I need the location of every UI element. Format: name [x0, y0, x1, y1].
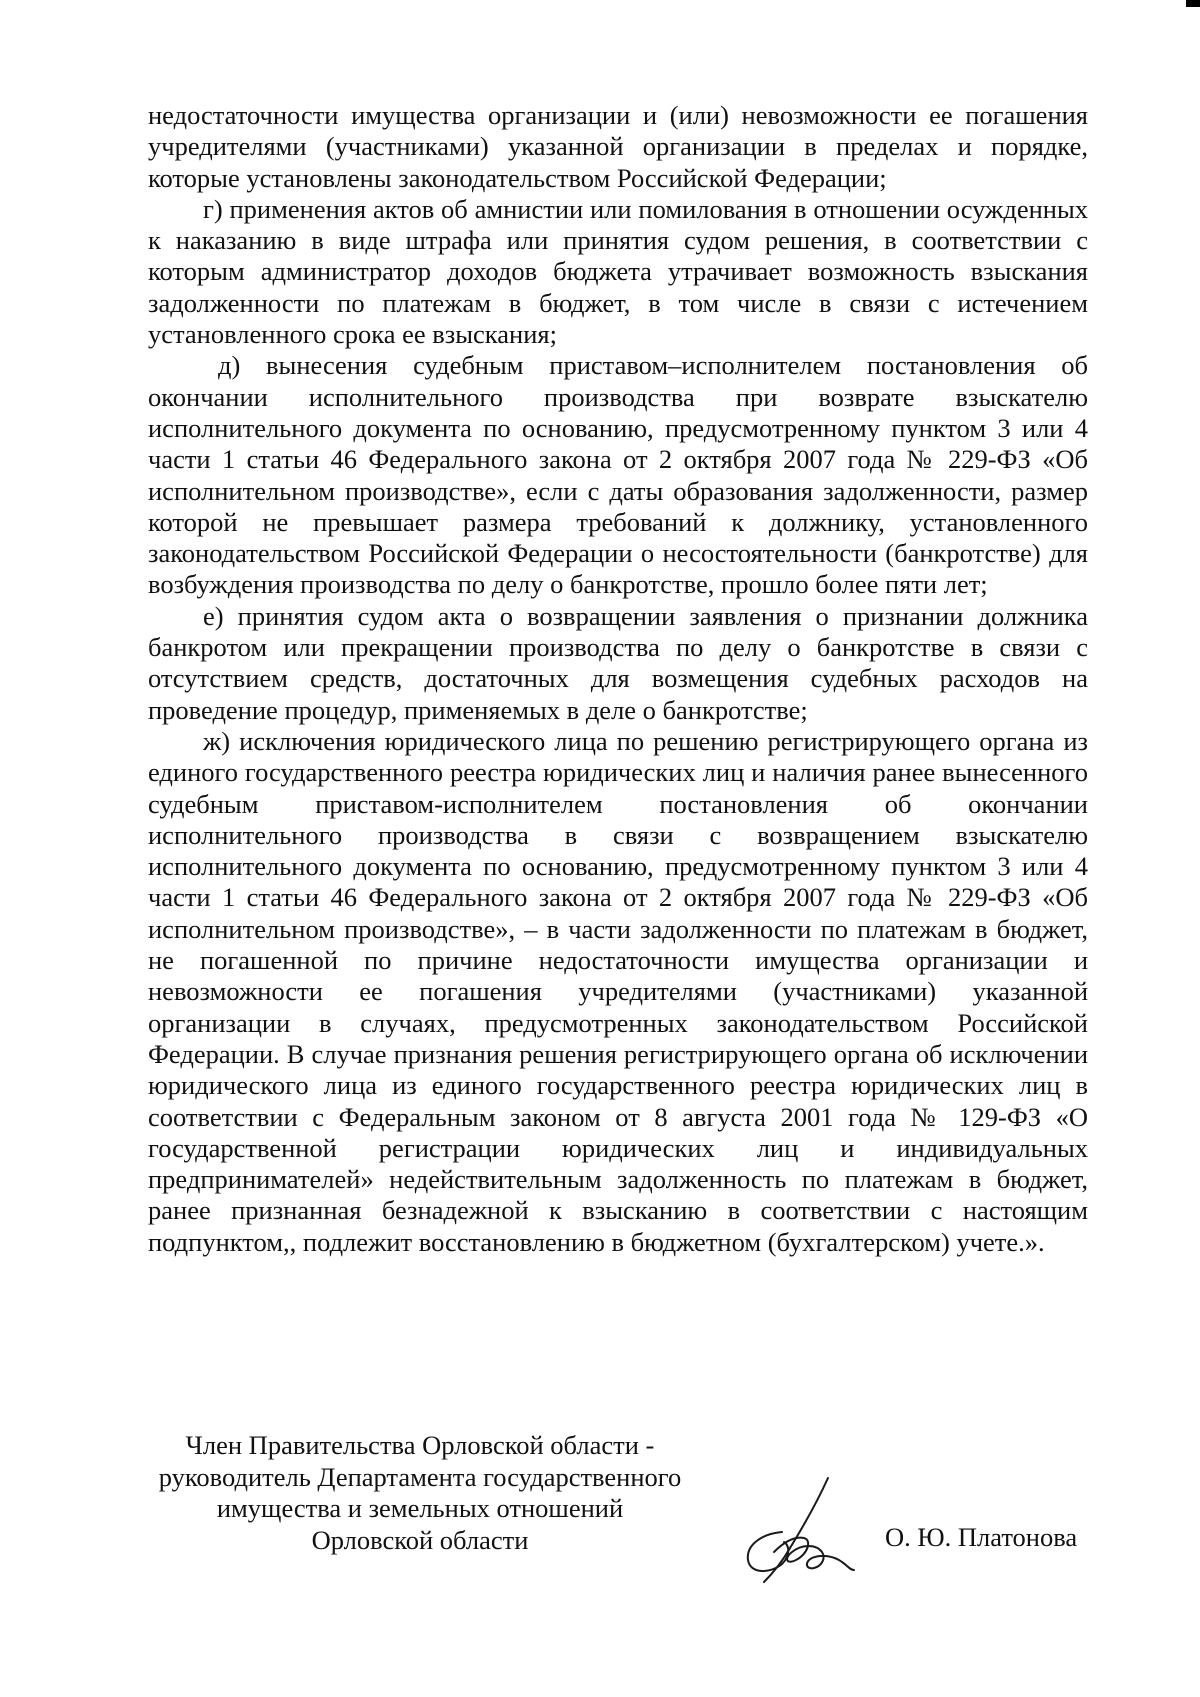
signer-position [140, 1430, 700, 1556]
signer-position-line: Орловской области [311, 1524, 529, 1555]
handwritten-signature-icon [730, 1470, 860, 1590]
paragraph-item-e: е) принятия судом акта о возвращении заявления о признании должника банкротом или прекращении производства по делу о банкротстве в связи с отсутствием средств, достаточных для возмещения судебных расходов на проведение процедур, применяемых в деле о банкротстве; [148, 600, 1088, 725]
signer-position-line: руководитель Департамента государственного [158, 1461, 682, 1492]
paragraph-continuation: недостаточности имущества организации и (или) невозможности ее погашения учредителями (участниками) указанной организации в пределах и порядке, которые установлены законодательством Российской Федерации; [148, 100, 1088, 193]
scan-corner-mark [1186, 0, 1200, 7]
signer-position-line: имущества и земельных отношений [216, 1493, 624, 1523]
paragraph-item-g: г) применения актов об амнистии или помилования в отношении осужденных к наказанию в виде штрафа или принятия судом решения, в соответствии с которым администратор доходов бюджета утрачивает возможность взыскания задолженности по платежам в бюджет, в том числе в связи с истечением установленного срока ее взыскания; [148, 193, 1088, 350]
paragraph-item-zh: ж) исключения юридического лица по решению регистрирующего органа из единого государственного реестра юридических лиц и наличия ранее вынесенного судебным приставом-исполнителем постановления об окончании исполнительного производства в связи с возвращением взыскателю исполнительного документа по основанию, предусмотренному пунктом 3 или 4 части 1 статьи 46 Федерального закона от 2 октября 2007 года № 229-ФЗ «Об исполнительном производстве», – в части задолженности по платежам в бюджет, не погашенной по причине недостаточности имущества организации и невозможности ее погашения учредителями (участниками) указанной организации в случаях, предусмотренных законодательством Российской Федерации. В случае признания решения регистрирующего органа об исключении юридического лица из единого государственного реестра юридических лиц в соответствии с Федеральным законом от 8 августа 2001 года № 129-ФЗ «О государственной регистрации юридических лиц и индивидуальных предпринимателей» недействительным задолженность по платежам в бюджет, ранее признанная безнадежной к взысканию в соответствии с настоящим подпунктом,, подлежит восстановлению в бюджетном (бухгалтерском) учете.». [148, 725, 1088, 1257]
document-body [148, 100, 1088, 1258]
signer-position-line: Член Правительства Орловской области - [185, 1430, 655, 1460]
signer-name: О. Ю. Платонова [885, 1522, 1078, 1552]
paragraph-item-d: д) вынесения судебным приставом–исполнителем постановления об окончании исполнительного производства при возврате взыскателю исполнительного документа по основанию, предусмотренному пунктом 3 или 4 части 1 статьи 46 Федерального закона от 2 октября 2007 года № 229-ФЗ «Об исполнительном производстве», если с даты образования задолженности, размер которой не превышает размера требований к должнику, установленного законодательством Российской Федерации о несостоятельности (банкротстве) для возбуждения производства по делу о банкротстве, прошло более пяти лет; [148, 350, 1088, 600]
